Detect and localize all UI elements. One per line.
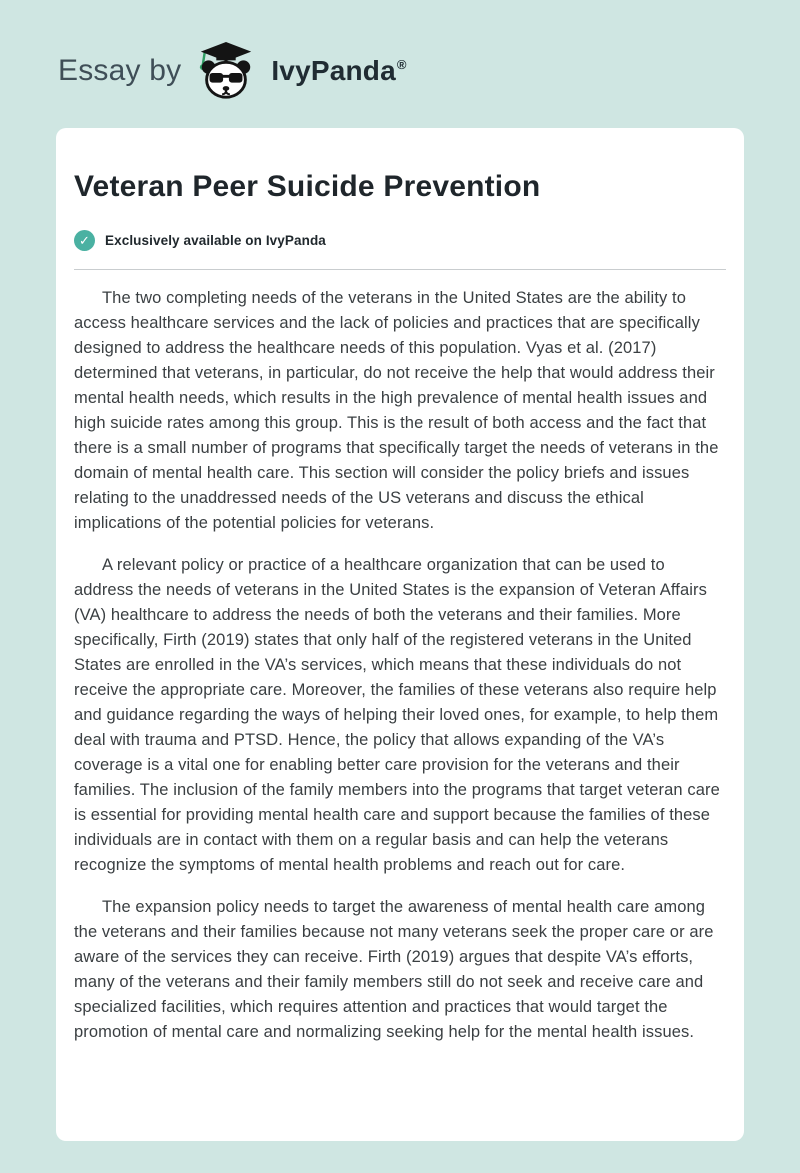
essay-paragraph: The two completing needs of the veterans in the United States are the ability to access healthcare services and the lack of policies and practices that are specifically designed to address the healthcare needs of this population. Vyas et al. (2017) determined that veterans, in particular, do not receive the help that would address their mental health needs, which results in the high prevalence of mental health issues and high suicide rates among this group. This is the result of both access and the fact that there is a small number of programs that specifically target the needs of veterans in the domain of mental health care. This section will consider the policy briefs and issues relating to the unaddressed needs of the US veterans and discuss the ethical implications of the potential policies for veterans. [74,289,719,532]
essay-paragraph: The expansion policy needs to target the awareness of mental health care among the veterans and their families because not many veterans seek the proper care or are aware of the services they can receive. Firth (2019) argues that despite VA’s efforts, many of the veterans and their family members still do not seek and receive care and specialized facilities, which requires attention and practices that would target the promotion of mental care and normalizing seeking help for the mental health issues. [74,898,714,1041]
essay-paragraph: A relevant policy or practice of a healthcare organization that can be used to address the needs of veterans in the United States is the expansion of Veteran Affairs (VA) healthcare to address the needs of both the veterans and their families. More specifically, Firth (2019) states that only half of the registered veterans in the United States are enrolled in the VA’s services, which means that these individuals do not receive the appropriate care. Moreover, the families of these veterans also require help and guidance regarding the ways of helping their loved ones, for example, to help them deal with trauma and PTSD. Hence, the policy that allows expanding of the VA’s coverage is a vital one for enabling better care provision for the veterans and their families. The inclusion of the family members into the programs that target veteran care is essential for providing mental health care and support because the families of these individuals are in contact with them on a regular basis and can help the veterans recognize the symptoms of mental health problems and reach out for care. [74,556,720,874]
brand-wordmark [271,55,406,87]
panda-graduate-icon [195,40,257,102]
essay-by-label: Essay by [58,54,182,87]
brand-name: IvyPanda [271,55,396,86]
page-title: Veteran Peer Suicide Prevention [74,170,541,203]
divider [74,269,726,270]
registered-mark: ® [396,57,407,72]
essay-body [74,286,726,1045]
header [56,40,744,102]
availability-badge [74,230,726,251]
check-circle-icon: ✓ [74,230,95,251]
essay-card [56,128,744,1141]
availability-label: Exclusively available on IvyPanda [105,233,326,248]
